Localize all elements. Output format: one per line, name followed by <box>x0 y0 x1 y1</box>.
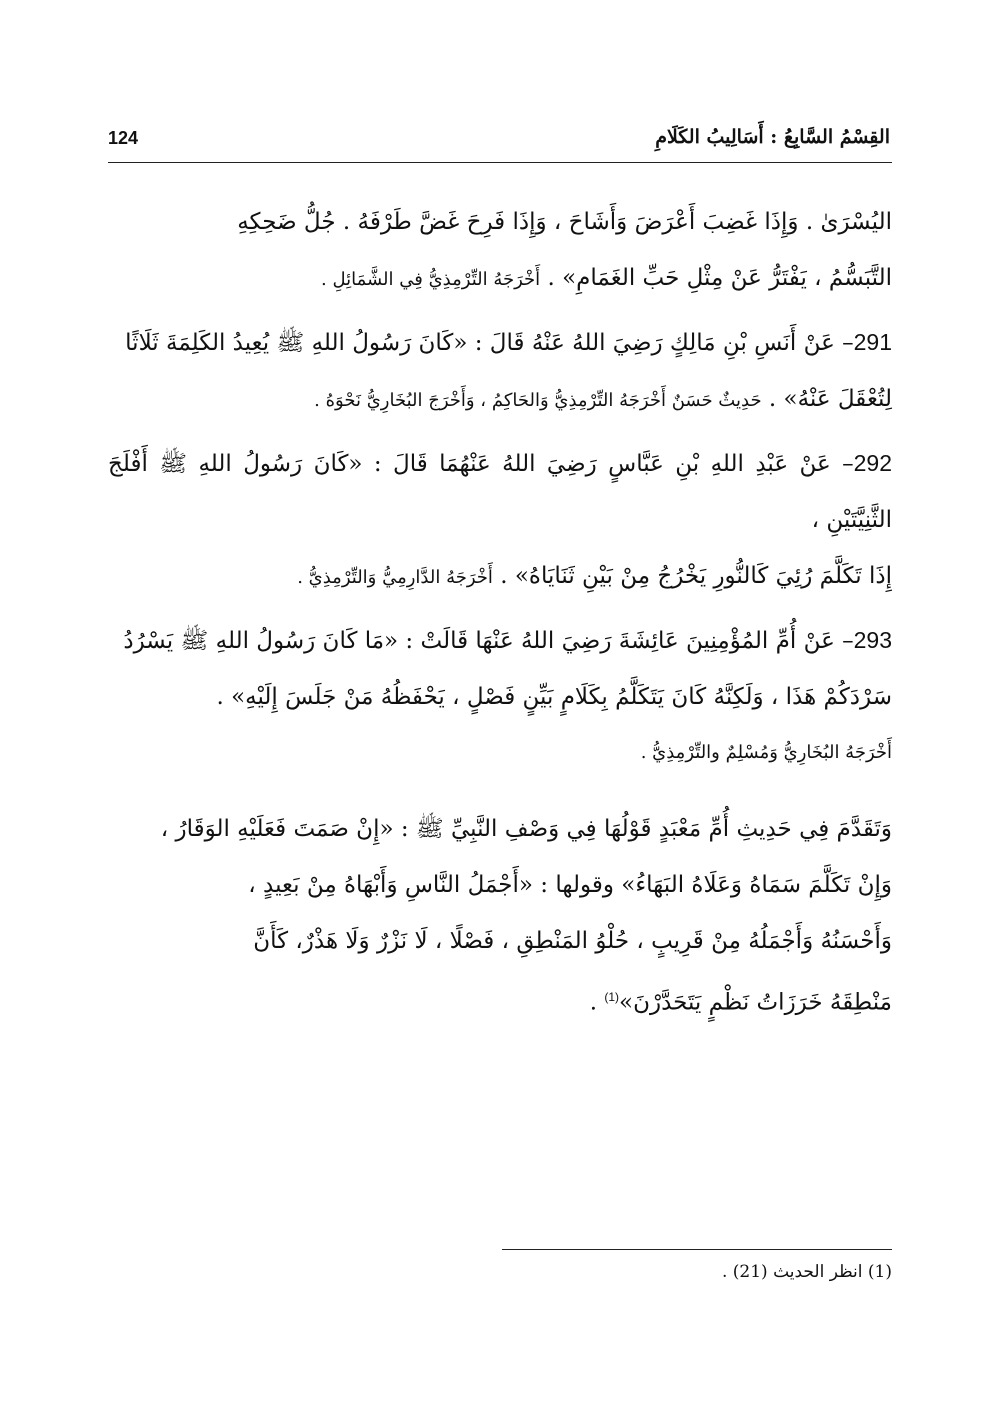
text-line <box>108 435 892 548</box>
text-line <box>108 250 892 308</box>
source-citation: أَخْرَجَهُ التِّرْمِذِيُّ فِي الشَّمَائِلِ . <box>321 269 541 290</box>
section-title: القِسْمُ السَّابِعُ : أَسَالِيبُ الكَلَامِ <box>655 126 890 148</box>
hadith-292 <box>108 435 892 606</box>
hadith-291 <box>108 314 892 429</box>
text-line <box>108 548 892 606</box>
footnote: (1) انظر الحديث (21) . <box>721 1262 892 1282</box>
text-line: وَتَقَدَّمَ فِي حَدِيثِ أُمِّ مَعْبَدٍ قَوْلُهَا فِي وَصْفِ النَّبِيِّ ﷺ : «إِنْ صَمَتَ فَعَلَيْهِ الوَقَارُ ، <box>160 816 892 842</box>
text-fragment: – عَنْ أَنَسِ بْنِ مَالِكٍ رَضِيَ اللهُ عَنْهُ قَالَ : «كَانَ رَسُولُ اللهِ ﷺ يُعِيدُ الكَلِمَةَ ثَلَاثًا <box>125 330 854 356</box>
text-line: وَإِنْ تَكَلَّمَ سَمَاهُ وَعَلَاهُ البَهَاءُ» وقولها : «أَجْمَلُ النَّاسِ وَأَبْهَاهُ مِنْ بَعِيدٍ ، <box>248 872 892 898</box>
hadith-number: 292 <box>853 450 892 476</box>
text-fragment: لِتُعْقَلَ عَنْهُ» . <box>761 386 892 412</box>
text-fragment: . <box>589 989 605 1016</box>
source-citation: أَخْرَجَهُ البُخَارِيُّ وَمُسْلِمٌ والتِّرْمِذِيُّ . <box>640 742 892 763</box>
text-fragment: إِذَا تَكَلَّمَ رُئِيَ كَالنُّورِ يَخْرُجُ مِنْ بَيْنِ ثَنَايَاهُ» . <box>492 563 892 589</box>
paragraph-continuation <box>108 194 892 308</box>
source-citation: حَدِيثٌ حَسَنٌ أَخْرَجَهُ التِّرْمِذِيُّ وَالحَاكِمُ ، وَأَخْرَجَ البُخَارِيُّ نَحْوَهُ . <box>314 390 762 411</box>
text-line <box>108 371 892 429</box>
page-number: 124 <box>108 128 139 148</box>
text-line: سَرْدَكُمْ هَذَا ، وَلَكِنَّهُ كَانَ يَتَكَلَّمُ بِكَلَامٍ بَيِّنٍ فَصْلٍ ، يَحْفَظُهُ مَنْ جَلَسَ إِلَيْهِ» . <box>216 684 892 710</box>
footnote-divider <box>502 1249 892 1250</box>
source-citation: أَخْرَجَهُ الدَّارِمِيُّ وَالتِّرْمِذِيُّ . <box>297 567 493 588</box>
text-line: اليُسْرَىٰ . وَإِذَا غَضِبَ أَعْرَضَ وَأَشَاحَ ، وَإِذَا فَرِحَ غَضَّ طَرْفَهُ . جُلُّ ضَحِكِهِ <box>237 209 892 235</box>
footnote-reference[interactable]: (1) <box>604 990 619 1004</box>
running-header <box>108 118 890 162</box>
text-line <box>108 612 892 669</box>
text-line: وَأَحْسَنُهُ وَأَجْمَلُهُ مِنْ قَرِيبٍ ، حُلْوُ المَنْطِقِ ، فَصْلًا ، لَا نَزْرٌ وَلَا هَذْرٌ، كَأَنَّ <box>253 928 892 954</box>
hadith-number: 291 <box>853 329 892 355</box>
header-divider <box>108 162 892 163</box>
main-text <box>108 194 892 1031</box>
closing-paragraph <box>108 801 892 1031</box>
text-fragment: – عَنْ عَبْدِ اللهِ بْنِ عَبَّاسٍ رَضِيَ اللهُ عَنْهُمَا قَالَ : «كَانَ رَسُولُ اللهِ ﷺ أَفْلَجَ الثَّنِيَّتَيْنِ ، <box>108 451 892 533</box>
text-fragment: التَّبَسُّمُ ، يَفْتَرُّ عَنْ مِثْلِ حَبِّ الغَمَامِ» . <box>540 265 892 291</box>
hadith-number: 293 <box>853 627 892 653</box>
text-fragment: – عَنْ أُمِّ المُؤْمِنِينَ عَائِشَةَ رَضِيَ اللهُ عَنْهَا قَالَتْ : «مَا كَانَ رَسُولُ اللهِ ﷺ يَسْرُدُ <box>123 628 854 654</box>
text-line <box>108 969 892 1031</box>
text-fragment: مَنْطِقَهُ خَرَزَاتُ نَظْمٍ يَتَحَدَّرْنَ» <box>619 989 892 1016</box>
hadith-293 <box>108 612 892 781</box>
text-line <box>108 314 892 371</box>
